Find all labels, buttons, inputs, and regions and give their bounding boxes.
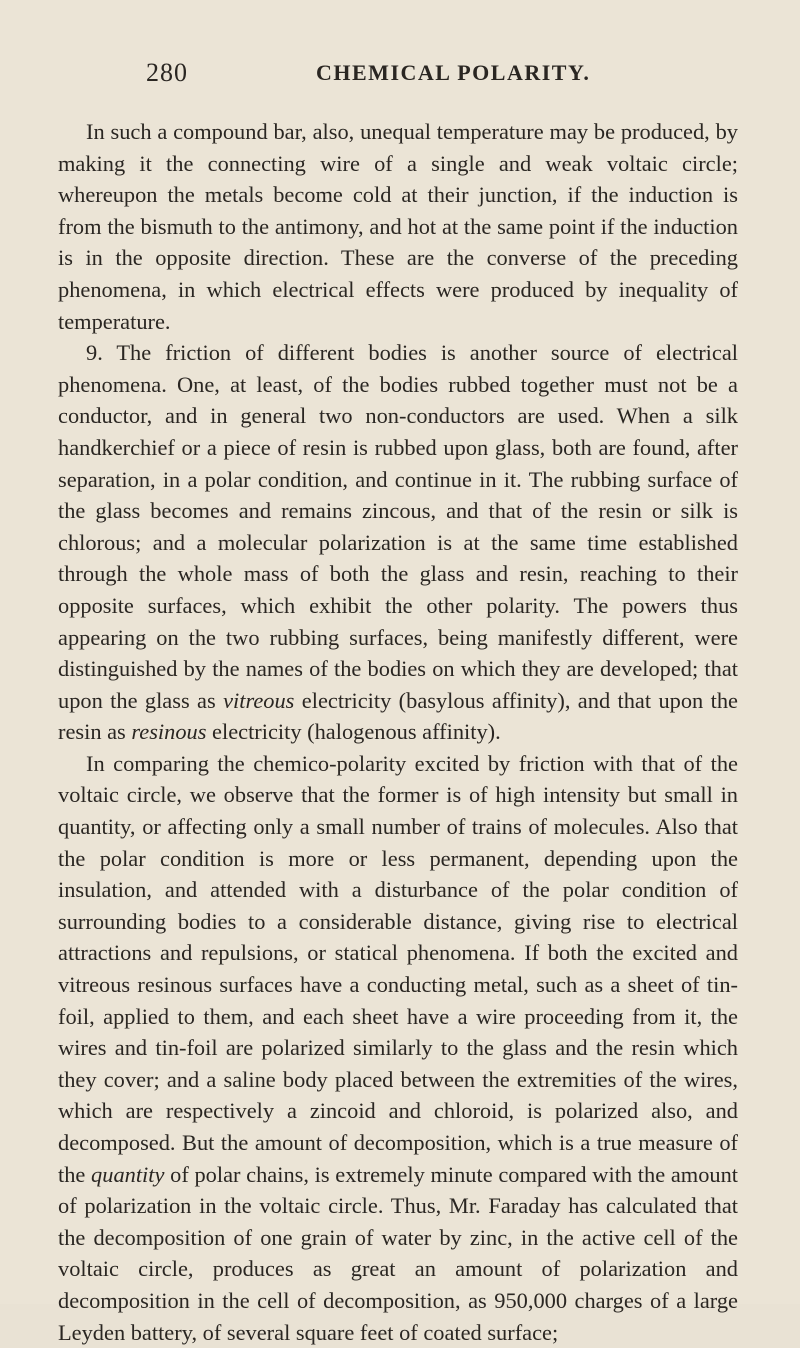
paragraph-3 — [58, 748, 738, 1348]
running-head — [58, 58, 738, 98]
paragraph-2 — [58, 337, 738, 748]
paragraph-1 — [58, 116, 738, 337]
italic-term-quantity: quantity — [91, 1161, 165, 1187]
text-segment: In comparing the chemico-polarity excited by friction with that of the voltaic circle, we observe that the former is of high intensity but small in quantity, or affecting only a small number of trains of molecules. Also that the polar condition is more or less permanent, depending upon the insulation, and attended with a disturbance of the polar condition of surrounding bodies to a considerable distance, giving rise to electrical attractions and repulsions, or statical phenomena. If both the excited and vitreous resinous surfaces have a conducting metal, such as a sheet of tin-foil, applied to them, and each sheet have a wire proceeding from it, the wires and tin-foil are polarized similarly to the glass and the resin which they cover; and a saline body placed between the extremities of the wires, which are respectively a zincoid and chloroid, is polarized also, and decomposed. But the amount of decomposition, which is a true measure of the — [58, 750, 738, 1187]
text-segment: In such a compound bar, also, unequal temperature may be produced, by making it the connecting wire of a single and weak voltaic circle; whereupon the metals become cold at their junction, if the induction is from the bismuth to the antimony, and hot at the same point if the induction is in the opposite direction. These are the converse of the preceding phenomena, in which electrical effects were produced by inequality of temperature. — [58, 119, 738, 334]
text-segment: 9. The friction of different bodies is another source of electrical phenomena. One, at least, of the bodies rubbed together must not be a conductor, and in general two non-conductors are used. When a silk handkerchief or a piece of resin is rubbed upon glass, both are found, after separation, in a polar condition, and continue in it. The rubbing surface of the glass becomes and remains zincous, and that of the resin or silk is chlorous; and a molecular polarization is at the same time established through the whole mass of both the glass and resin, reaching to their opposite surfaces, which exhibit the other polarity. The powers thus appearing on the two rubbing surfaces, being manifestly different, were distinguished by the names of the bodies on which they are developed; that upon the glass as — [58, 340, 738, 713]
italic-term-resinous: resinous — [131, 719, 207, 745]
text-segment: electricity (basylous affinity), and that upon the resin as — [58, 687, 738, 745]
body-text — [58, 116, 738, 1348]
text-segment: of polar chains, is extremely minute compared with the amount of polarization in the voltaic circle. Thus, Mr. Faraday has calculated that the decomposition of one grain of water by zinc, in the active cell of the voltaic circle, produces as great an amount of polarization and decomposition in the cell of decomposition, as 950,000 charges of a large Leyden battery, of several square feet of coated surface; — [58, 1161, 738, 1345]
italic-term-vitreous: vitreous — [223, 687, 295, 713]
text-segment: electricity (halogenous affinity). — [206, 719, 501, 745]
page-number: 280 — [146, 58, 188, 87]
running-title: CHEMICAL POLARITY. — [316, 60, 591, 85]
